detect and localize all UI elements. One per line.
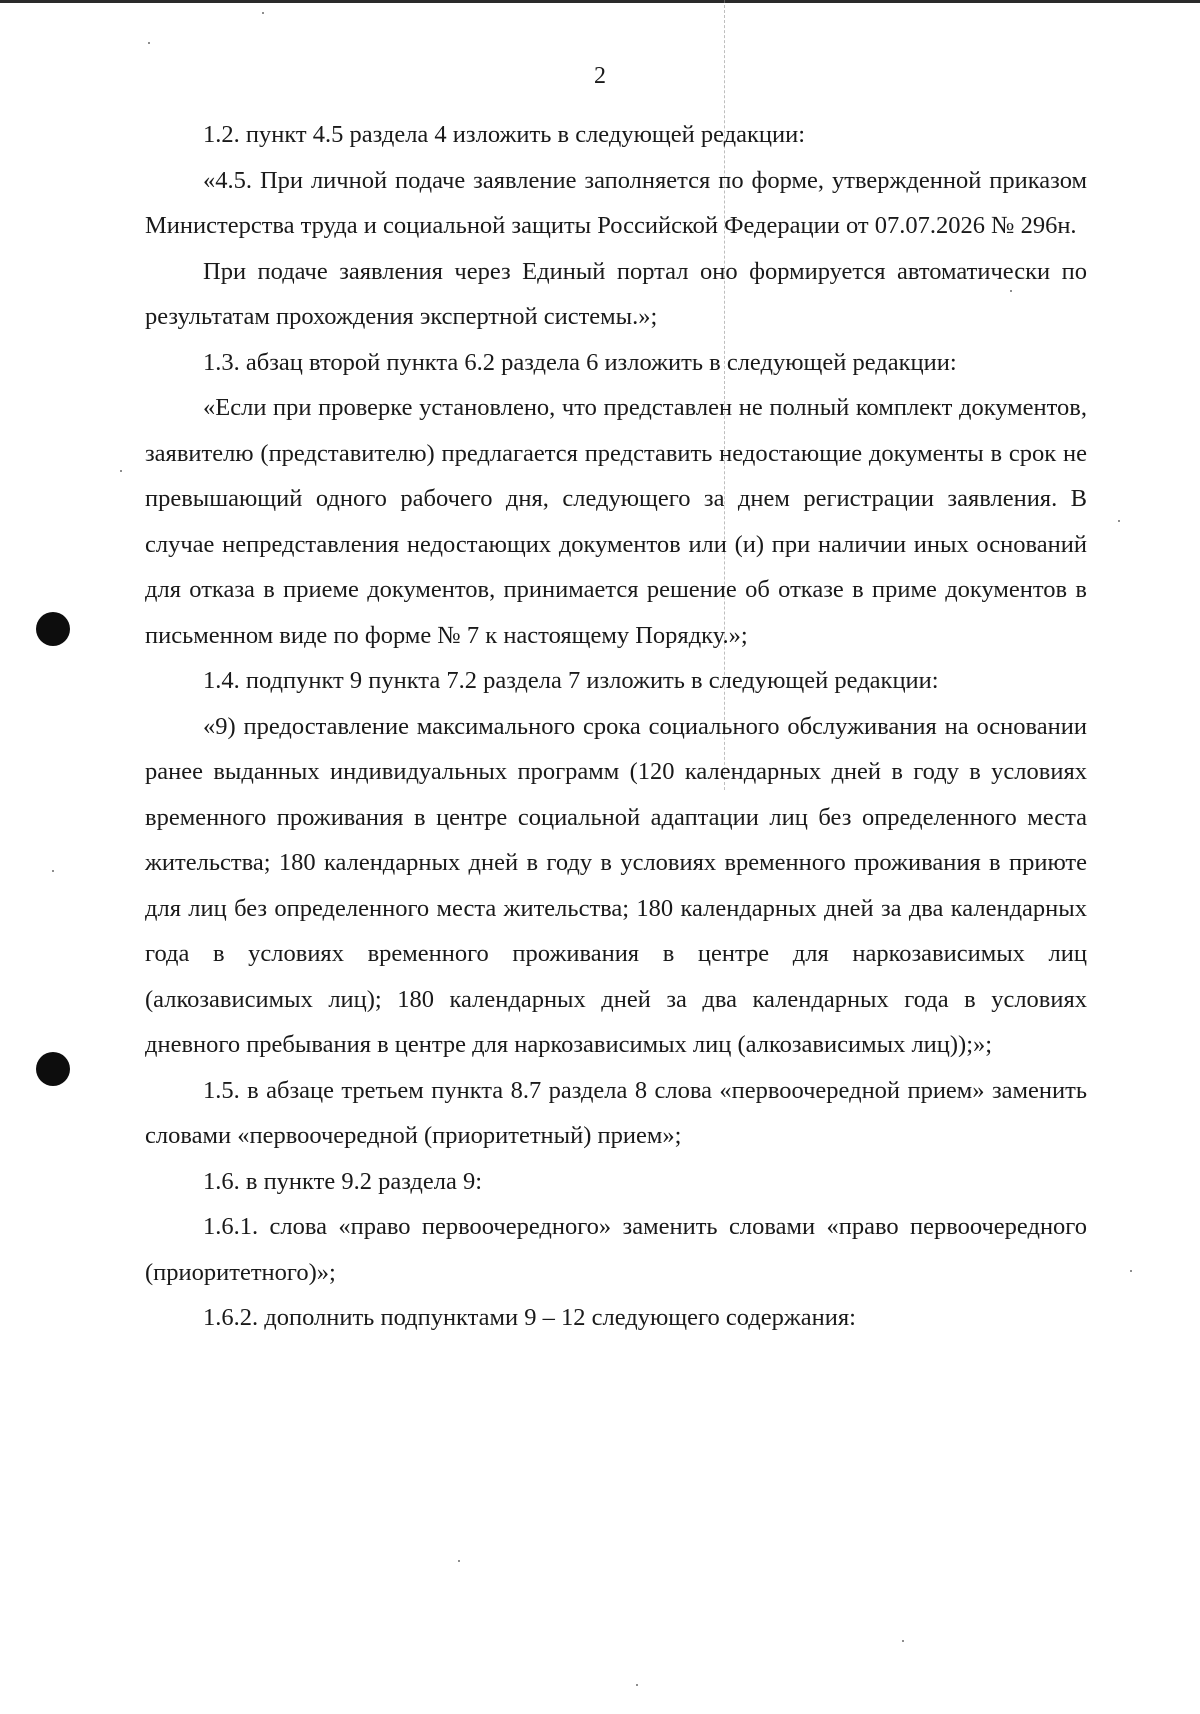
scan-speck [52, 870, 54, 872]
scan-speck [148, 42, 150, 44]
scan-speck [120, 470, 122, 472]
paragraph-incomplete-documents-quote: «Если при проверке установлено, что представлен не полный комплект документов, заявителю (представителю) предлагается представить недостающие документы в срок не превышающий одного рабочего дня, следующего за днем регистрации заявления. В случае непредставления недостающих документов или (и) при наличии иных оснований для отказа в приеме документов, принимается решение об отказе в приме документов в письменном виде по форме № 7 к настоящему Порядку.»; [145, 394, 1087, 649]
paragraph-9-quote: «9) предоставление максимального срока социального обслуживания на основании ранее выданных индивидуальных программ (120 календарных дней в году в условиях временного проживания в центре социальной адаптации лиц без определенного места жительства; 180 календарных дней в году в условиях временного проживания в приюте для лиц без определенного места жительства; 180 календарных дней за два календарных года в условиях временного проживания в центре для наркозависимых лиц (алкозависимых лиц); 180 календарных дней за два календарных года в условиях дневного пребывания в центре для наркозависимых лиц (алкозависимых лиц));»; [145, 712, 1087, 1058]
page-number: 2 [594, 63, 606, 89]
document-body [145, 112, 1087, 1341]
paragraph-1-6-1: 1.6.1. слова «право первоочередного» заменить словами «право первоочередного (приоритетного)»; [145, 1213, 1087, 1286]
scan-top-edge [0, 0, 1200, 3]
scan-speck [262, 12, 264, 14]
scan-speck [902, 1640, 904, 1642]
scan-speck [636, 1684, 638, 1686]
punch-hole [36, 612, 70, 646]
paragraph-1-5: 1.5. в абзаце третьем пункта 8.7 раздела 8 слова «первоочередной прием» заменить словами «первоочередной (приоритетный) прием»; [145, 1076, 1087, 1149]
paragraph-1-6-2: 1.6.2. дополнить подпунктами 9 – 12 следующего содержания: [203, 1304, 856, 1331]
punch-hole [36, 1052, 70, 1086]
scan-speck [1130, 1270, 1132, 1272]
scan-speck [458, 1560, 460, 1562]
paragraph-unified-portal: При подаче заявления через Единый портал оно формируется автоматически по результатам прохождения экспертной системы.»; [145, 257, 1087, 330]
paragraph-1-4: 1.4. подпункт 9 пункта 7.2 раздела 7 изложить в следующей редакции: [203, 667, 939, 694]
scan-speck [1118, 520, 1120, 522]
paragraph-1-3: 1.3. абзац второй пункта 6.2 раздела 6 изложить в следующей редакции: [203, 348, 957, 376]
paragraph-1-2: 1.2. пункт 4.5 раздела 4 изложить в следующей редакции: [203, 121, 806, 148]
paragraph-4-5-quote: «4.5. При личной подаче заявление заполняется по форме, утвержденной приказом Министерства труда и социальной защиты Российской Федерации от 07.07.2026 № 296н. [145, 166, 1087, 239]
paragraph-1-6: 1.6. в пункте 9.2 раздела 9: [203, 1167, 483, 1195]
